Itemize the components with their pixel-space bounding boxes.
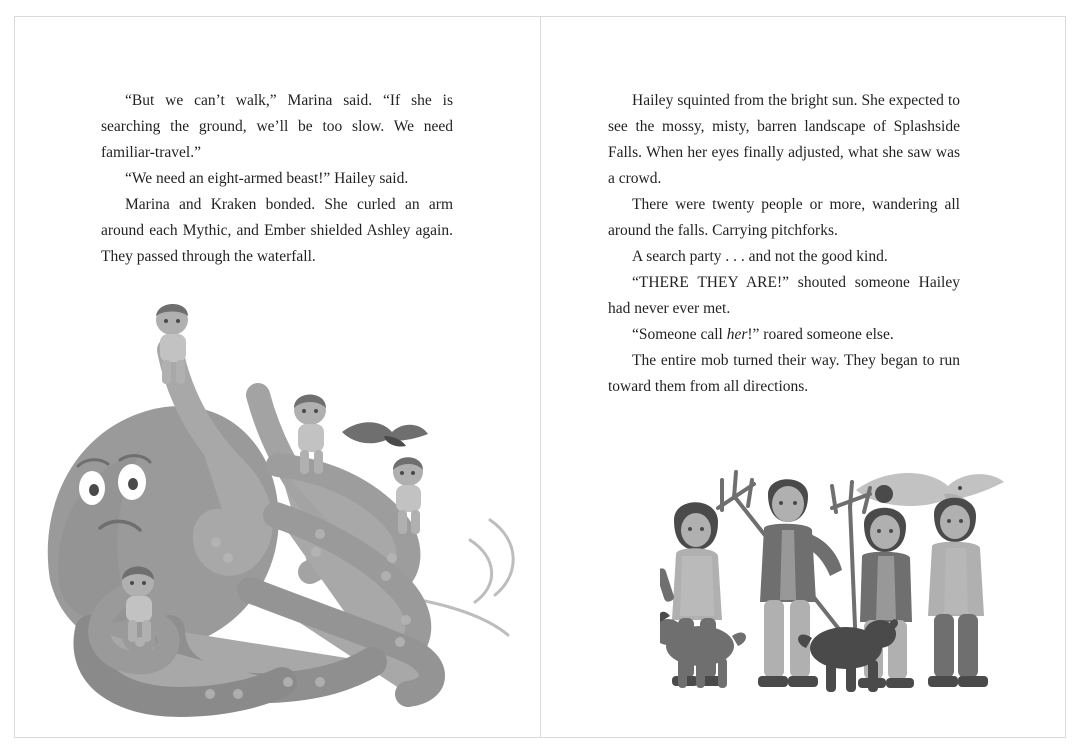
paragraph: “THERE THEY ARE!” shouted someone Hailey had never ever met.	[608, 274, 960, 317]
mob-with-pitchforks-illustration	[660, 450, 1060, 710]
paragraph: Marina and Kraken bonded. She curled an arm around each Mythic, and Ember shielded Ashley again. They passed through the waterfall.	[101, 196, 453, 265]
paragraph: Hailey squinted from the bright sun. She expected to see the mossy, misty, barren landscape of Splashside Falls. When her eyes finally adjusted, what she saw was a crowd.	[608, 92, 960, 187]
right-page-text-column	[608, 88, 960, 400]
paragraph: The entire mob turned their way. They began to run toward them from all directions.	[608, 352, 960, 395]
paragraph: A search party . . . and not the good kind.	[632, 248, 888, 265]
page-gutter-divider	[540, 16, 541, 738]
kraken-carrying-children-illustration	[20, 290, 540, 730]
paragraph: “But we can’t walk,” Marina said. “If she is searching the ground, we’ll be too slow. We need familiar-travel.”	[101, 92, 453, 161]
paragraph-with-italic: “Someone call her!” roared someone else.	[632, 326, 894, 343]
paragraph: “We need an eight-armed beast!” Hailey said.	[125, 170, 409, 187]
left-page-text-column	[101, 88, 453, 270]
mob-person	[928, 498, 988, 687]
flying-bird-icon	[342, 422, 428, 446]
paragraph: There were twenty people or more, wandering all around the falls. Carrying pitchforks.	[608, 196, 960, 239]
motion-lines-icon	[420, 520, 513, 635]
